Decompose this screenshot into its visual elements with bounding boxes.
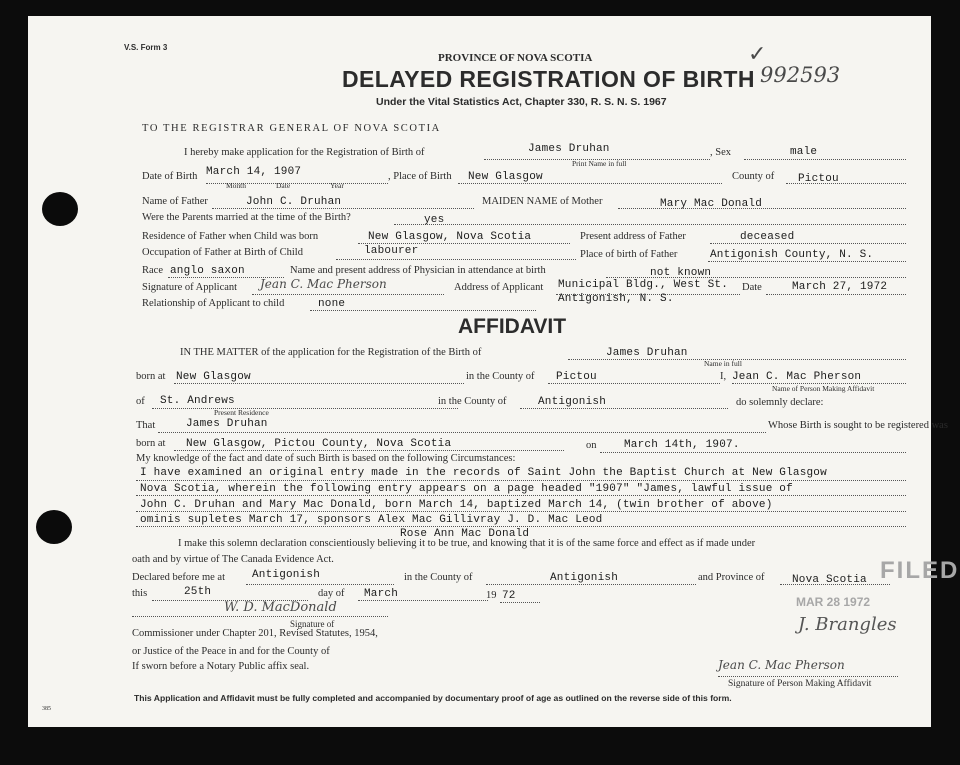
county-value: Pictou [798, 173, 839, 185]
born-at-label: born at [136, 371, 166, 382]
name-in-full-caption: Name in full [704, 359, 742, 368]
declared-label: Declared before me at [132, 572, 225, 583]
registrar-signature: J. Brangles [798, 614, 897, 635]
province-label: and Province of [698, 572, 765, 583]
relationship-value: none [318, 298, 346, 310]
commissioner-line-3: If sworn before a Notary Public affix seal. [132, 661, 310, 672]
residence-value: St. Andrews [160, 395, 235, 407]
solemn-declaration-line-1: I make this solemn declaration conscientiously believing it to be true, and knowing that it is of the same force and effect as if made under [178, 538, 756, 549]
affidavit-child-name: James Druhan [606, 347, 688, 359]
solemnly-label: do solemnly declare: [736, 397, 824, 408]
declared-county-value: Antigonish [550, 572, 619, 584]
county-label: County of [732, 171, 775, 182]
punch-hole [36, 510, 72, 544]
filed-stamp: FILED [880, 557, 960, 584]
circumstances-line-5: Rose Ann Mac Donald [400, 528, 530, 540]
circumstances-line-4: ominis supletes March 17, sponsors Alex Mac Gillivray J. D. Mac Leod [140, 514, 603, 526]
affidavit-heading: AFFIDAVIT [458, 315, 567, 338]
occupation-value: labourer [364, 245, 419, 257]
intro-label: I hereby make application for the Registration of Birth of [184, 147, 425, 158]
residence-caption: Present Residence [214, 408, 269, 417]
form-code: 385 [42, 706, 51, 712]
married-value: yes [424, 214, 445, 226]
present-address-value: deceased [740, 231, 795, 243]
day-value: 25th [184, 586, 212, 598]
father-residence-label: Residence of Father when Child was born [142, 231, 319, 242]
affiant-signature-caption: Signature of Person Making Affidavit [728, 679, 872, 689]
affiant-caption: Name of Person Making Affidavit [772, 384, 875, 393]
month-value: March [364, 588, 399, 600]
race-value: anglo saxon [170, 265, 245, 277]
year-prefix: 19 [486, 590, 497, 601]
address-line-1: Municipal Bldg., West St. [558, 279, 729, 291]
footer-note: This Application and Affidavit must be fully completed and accompanied by documentary proof of age as outlined on the reverse side of this form. [134, 693, 732, 703]
of-label: of [136, 396, 145, 407]
child-name: James Druhan [528, 143, 610, 155]
affiant-signature: Jean C. Mac Pherson [718, 658, 845, 672]
father-value: John C. Druhan [246, 196, 342, 208]
mother-value: Mary Mac Donald [660, 198, 763, 210]
present-address-label: Present address of Father [580, 231, 686, 242]
province-value: Nova Scotia [792, 574, 867, 586]
born-at-2-label: born at [136, 438, 166, 449]
pob-label: , Place of Birth [388, 171, 452, 182]
print-name-caption: Print Name in full [572, 159, 627, 168]
filed-date-stamp: MAR 28 1972 [796, 595, 871, 609]
father-residence-value: New Glasgow, Nova Scotia [368, 231, 532, 243]
occupation-label: Occupation of Father at Birth of Child [142, 247, 303, 258]
registrar-heading: TO THE REGISTRAR GENERAL OF NOVA SCOTIA [142, 123, 441, 134]
registration-number: 992593 [760, 63, 841, 87]
affiant-name: Jean C. Mac Pherson [732, 371, 862, 383]
born-at-2-value: New Glasgow, Pictou County, Nova Scotia [186, 438, 452, 450]
commissioner-line-1: Commissioner under Chapter 201, Revised Statutes, 1954, [132, 628, 378, 639]
circumstances-line-2: Nova Scotia, wherein the following entry appears on a page headed "1907" "James, lawful issue of [140, 483, 793, 495]
applicant-signature: Jean C. Mac Pherson [260, 277, 387, 291]
address-line-2: Antigonish, N. S. [558, 293, 674, 305]
circumstances-line-1: I have examined an original entry made in the records of Saint John the Baptist Church at New Glasgow [140, 467, 827, 479]
page-title: DELAYED REGISTRATION OF BIRTH [342, 66, 755, 92]
physician-value: not known [650, 267, 712, 279]
whose-birth-label: Whose Birth is sought to be registered was [768, 420, 948, 431]
born-on-value: March 14th, 1907. [624, 439, 740, 451]
residence-county-value: Antigonish [538, 396, 607, 408]
county-value: Pictou [556, 371, 597, 383]
father-label: Name of Father [142, 196, 208, 207]
pob-value: New Glasgow [468, 171, 543, 183]
this-label: this [132, 588, 148, 599]
commissioner-signature: W. D. MacDonald [224, 600, 337, 615]
physician-label: Name and present address of Physician in attendance at birth [290, 265, 546, 276]
punch-hole [42, 192, 78, 226]
i-label: I, [720, 371, 727, 382]
married-label: Were the Parents married at the time of the Birth? [142, 212, 351, 223]
declared-county-label: in the County of [404, 572, 473, 583]
father-birthplace-value: Antigonish County, N. S. [710, 249, 874, 261]
province-heading: PROVINCE OF NOVA SCOTIA [438, 52, 593, 64]
date-value: March 27, 1972 [792, 281, 888, 293]
solemn-declaration-line-2: oath and by virtue of The Canada Evidence Act. [132, 554, 334, 565]
maiden-name-label: MAIDEN NAME of Mother [482, 196, 603, 207]
birth-registration-form: V.S. Form 3 PROVINCE OF NOVA SCOTIA DELAYED REGISTRATION OF BIRTH Under the Vital Statistics Act, Chapter 330, R. S. N. S. 1967 ✓ 992593 TO THE REGISTRAR GENERAL OF NOVA SCOTIA I hereby make application for the Registration of Birth of James Druhan Print Name in full , Sex male Date of Birth March 14, 1907 Month Date Year , Place of Birth New Glasgow County of Pictou Name of Father John C. Druhan MAIDEN NAME of Mother Mary Mac Donald Were the Parents married at the time of the Birth? yes Residence of Father when Child was born New Glasgow, Nova Scotia Present address of Father deceased Occupation of Father at Birth of Child labourer Place of birth of Father Antigonish County, N. S. Race anglo saxon Name and present address of Physician in attendance at birth not known Signature of Applicant Jean C. Mac Pherson Address of Applicant Municipal Bldg., West St. Antigonish, N. S. Date March 27, 1972 Relationship of Applicant to child none AFFIDAVIT IN THE MATTER of the application for the Registration of the Birth of James Druhan Name in full born at New Glasgow in the County of Pictou I, Jean C. Mac Pherson Name of Person Making Affidavit of St. Andrews Present Residence in the County of Antigonish do solemnly declare: That James Druhan Whose Birth is sought to be registered was born at New Glasgow, Pictou County, Nova Scotia on March 14th, 1907. My knowledge of the fact and date of such Birth is based on the following Circumstances: I have examined an original entry made in the records of Saint John the Baptist Church at New Glasgow Nova Scotia, wherein the following entry appears on a page headed "1907" "James, lawful issue of John C. Druhan and Mary Mac Donald, born March 14, baptized March 14, (twin brother of above) ominis supletes March 17, sponsors Alex Mac Gillivray J. D. Mac Leod Rose Ann Mac Donald I make this solemn declaration conscientiously believing it to be true, and knowing that it is of the same force and effect as if made under oath and by virtue of The Canada Evidence Act. Declared before me at Antigonish in the County of Antigonish and Province of Nova Scotia this 25th day of March 19 72 W. D. MacDonald Signature of Commissioner under Chapter 201, Revised Statutes, 1954, or Justice of the Peace in and for the County of If sworn before a Notary Public affix seal. FILED MAR 28 1972 J. Brangles Jean C. Mac Pherson Signature of Person Making Affidavit This Application and Affidavit must be fully completed and accompanied by documentary proof of age as outlined on the reverse side of this form. 385 [28, 16, 931, 727]
day-of-label: day of [318, 588, 345, 599]
date-label: Date [742, 282, 762, 293]
sex-value: male [790, 146, 818, 158]
that-name: James Druhan [186, 418, 268, 430]
circumstances-line-3: John C. Druhan and Mary Mac Donald, born March 14, baptized March 14, (twin brother of above) [140, 499, 773, 511]
relationship-label: Relationship of Applicant to child [142, 298, 285, 309]
in-county-label: in the County of [466, 371, 535, 382]
address-label: Address of Applicant [454, 282, 544, 293]
residence-county-label: in the County of [438, 396, 507, 407]
sex-label: , Sex [710, 147, 731, 158]
born-at-value: New Glasgow [176, 371, 251, 383]
matter-label: IN THE MATTER of the application for the Registration of the Birth of [180, 347, 482, 358]
check-mark-icon: ✓ [748, 42, 767, 67]
year-suffix: 72 [502, 590, 516, 602]
race-label: Race [142, 265, 163, 276]
father-birthplace-label: Place of birth of Father [580, 249, 678, 260]
commissioner-line-2: or Justice of the Peace in and for the County of [132, 646, 330, 657]
signature-label: Signature of Applicant [142, 282, 238, 293]
form-number: V.S. Form 3 [124, 43, 168, 52]
dob-value: March 14, 1907 [206, 166, 302, 178]
knowledge-label: My knowledge of the fact and date of such Birth is based on the following Circumstances: [136, 453, 516, 464]
dob-label: Date of Birth [142, 171, 198, 182]
declared-at-value: Antigonish [252, 569, 321, 581]
signature-of-caption: Signature of [290, 619, 335, 629]
on-label: on [586, 440, 597, 451]
that-label: That [136, 420, 156, 431]
act-subtitle: Under the Vital Statistics Act, Chapter 330, R. S. N. S. 1967 [376, 96, 667, 108]
